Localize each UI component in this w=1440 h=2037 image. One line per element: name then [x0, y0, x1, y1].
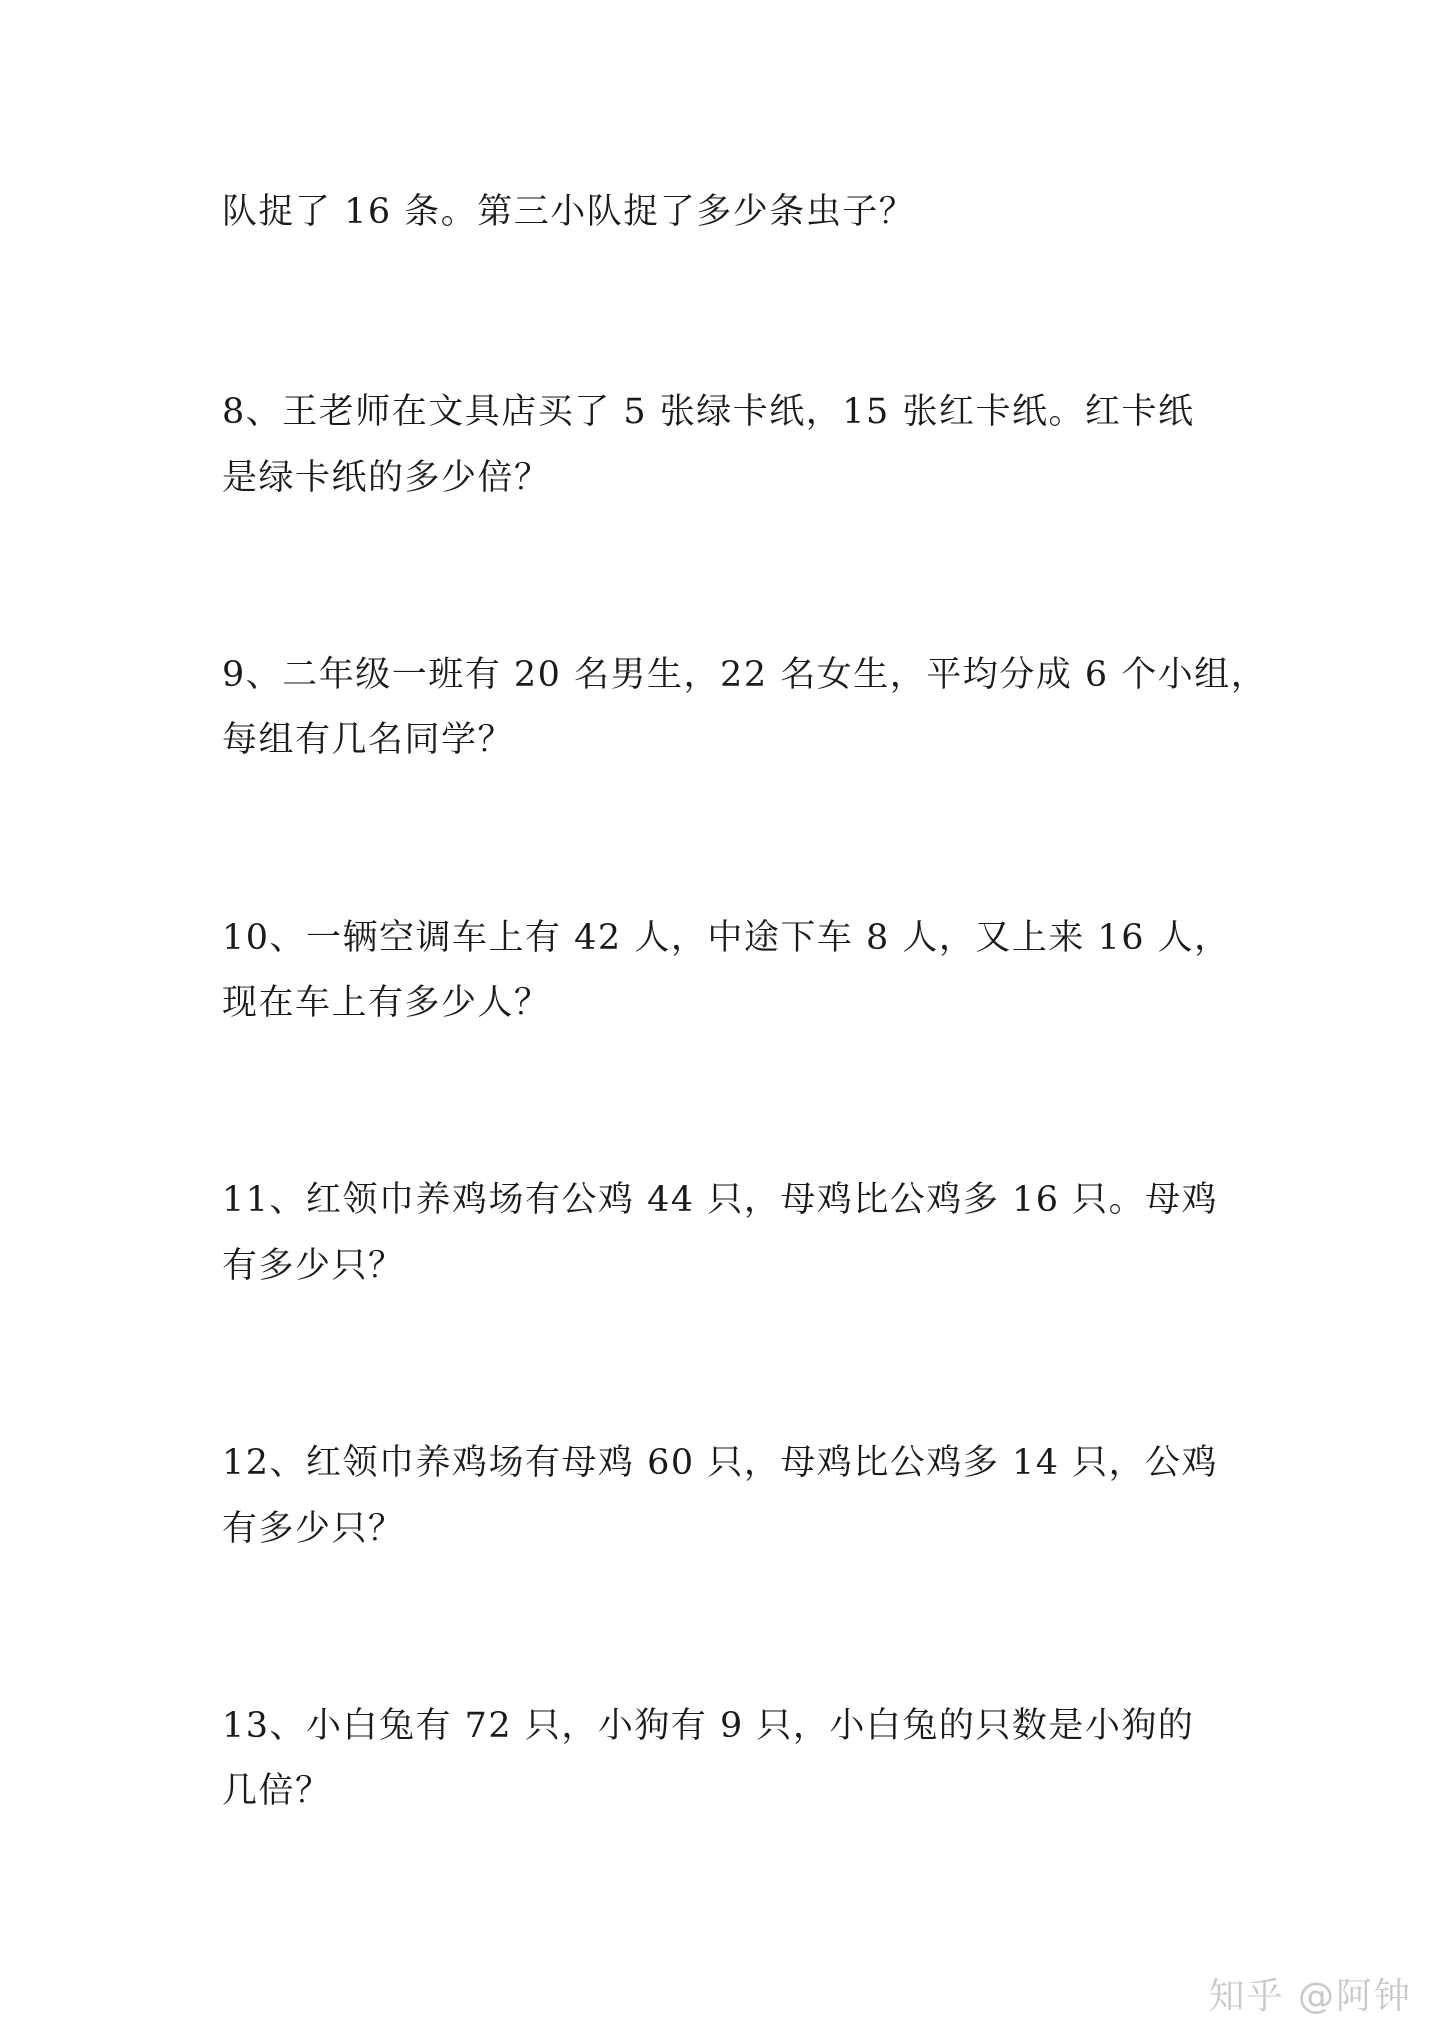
problem-9-line-2: 每组有几名同学？	[222, 720, 515, 760]
problem-13-line-2: 几倍？	[222, 1771, 332, 1811]
problem-11-line-1: 11、红领巾养鸡场有公鸡 44 只，母鸡比公鸡多 16 只。母鸡	[222, 1180, 1219, 1220]
problem-10-line-1: 10、一辆空调车上有 42 人，中途下车 8 人，又上来 16 人，	[222, 918, 1231, 958]
problem-11-line-2: 有多少只？	[222, 1246, 405, 1286]
problem-7-line-2: 队捉了 16 条。第三小队捉了多少条虫子？	[222, 192, 916, 232]
problem-12-line-1: 12、红领巾养鸡场有母鸡 60 只，母鸡比公鸡多 14 只，公鸡	[222, 1443, 1219, 1483]
problem-13-line-1: 13、小白兔有 72 只，小狗有 9 只，小白兔的只数是小狗的	[222, 1706, 1195, 1746]
problem-10-line-2: 现在车上有多少人？	[222, 983, 551, 1023]
zhihu-watermark: 知乎 @阿钟	[1208, 1976, 1412, 2017]
problem-9-line-1: 9、二年级一班有 20 名男生，22 名女生，平均分成 6 个小组，	[222, 655, 1268, 695]
problem-8-line-1: 8、王老师在文具店买了 5 张绿卡纸，15 张红卡纸。红卡纸	[222, 392, 1195, 432]
problem-12-line-2: 有多少只？	[222, 1509, 405, 1549]
problem-8-line-2: 是绿卡纸的多少倍？	[222, 458, 551, 498]
